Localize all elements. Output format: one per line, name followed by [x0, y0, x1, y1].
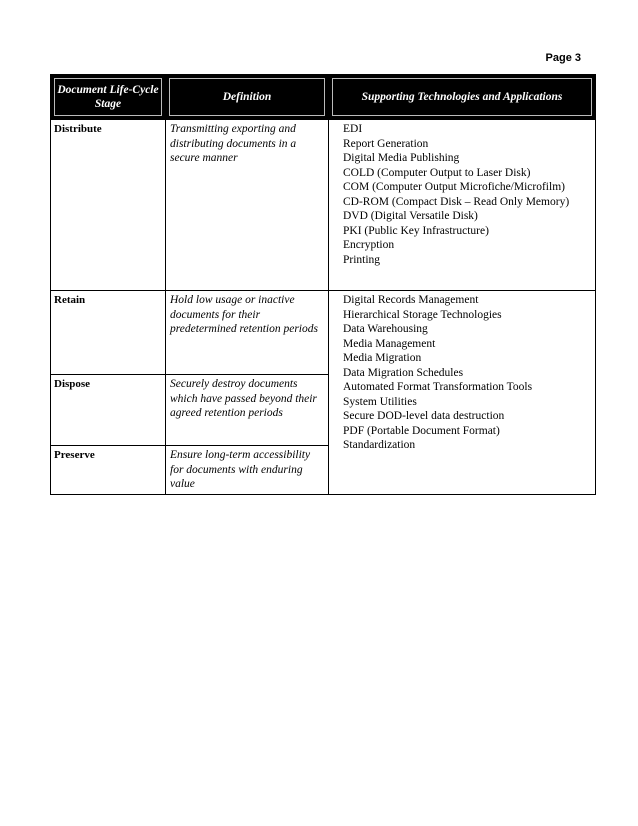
stage-cell: Retain	[51, 291, 166, 375]
tech-item: Printing	[343, 253, 381, 266]
tech-item: Digital Media Publishing	[343, 152, 460, 164]
tech-item: Standardization	[343, 439, 416, 451]
stage-cell: Distribute	[51, 120, 166, 291]
lifecycle-table	[50, 74, 596, 495]
tech-item: Secure DOD-level data destruction	[343, 410, 505, 422]
definition-cell: Transmitting exporting and distributing documents in a secure manner	[166, 120, 329, 291]
stage-cell: Preserve	[51, 446, 166, 495]
tech-item: Digital Records Management	[343, 294, 479, 306]
definition-cell: Securely destroy documents which have passed beyond their agreed retention periods	[166, 375, 329, 446]
tech-item: Report Generation	[343, 137, 429, 150]
tech-item: Automated Format Transformation Tools	[343, 381, 533, 393]
tech-item: Media Management	[343, 337, 436, 350]
header-definition: Definition	[166, 75, 329, 120]
technologies-cell	[329, 120, 596, 291]
tech-item: PDF (Portable Document Format)	[343, 424, 500, 437]
stage-cell: Dispose	[51, 375, 166, 446]
table-header-row	[51, 75, 596, 120]
tech-item: Encryption	[343, 239, 395, 251]
tech-item: CD-ROM (Compact Disk – Read Only Memory)	[343, 195, 570, 208]
tech-item: Data Warehousing	[343, 323, 428, 335]
header-stage: Document Life-Cycle Stage	[51, 75, 166, 120]
tech-item: EDI	[343, 123, 363, 135]
table-row	[51, 120, 596, 291]
tech-item: Media Migration	[343, 352, 422, 364]
tech-item: COLD (Computer Output to Laser Disk)	[343, 166, 531, 179]
tech-item: Hierarchical Storage Technologies	[343, 308, 502, 321]
table-row	[51, 291, 596, 375]
page-number: Page 3	[545, 52, 581, 64]
definition-cell: Ensure long-term accessibility for documents with enduring value	[166, 446, 329, 495]
tech-item: DVD (Digital Versatile Disk)	[343, 210, 478, 222]
tech-item: COM (Computer Output Microfiche/Microfilm)	[343, 181, 565, 193]
definition-cell: Hold low usage or inactive documents for their predetermined retention periods	[166, 291, 329, 375]
tech-item: PKI (Public Key Infrastructure)	[343, 224, 489, 237]
tech-item: System Utilities	[343, 395, 417, 408]
technologies-cell	[329, 291, 596, 495]
header-technologies: Supporting Technologies and Applications	[329, 75, 596, 120]
tech-item: Data Migration Schedules	[343, 366, 464, 379]
